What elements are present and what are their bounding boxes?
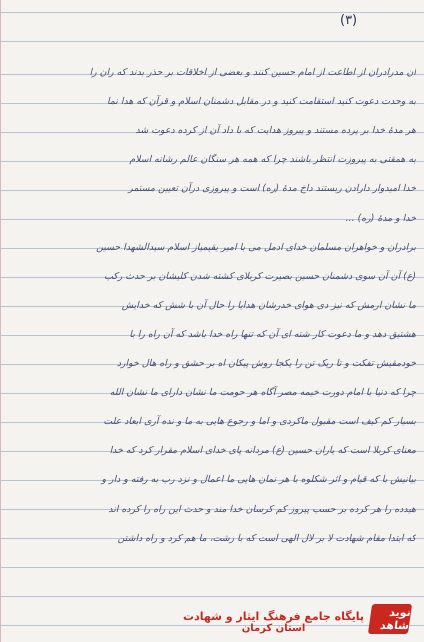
text-line: ما نشان ارمش که نیز دی هوای خدرشان هدایا را حال آن با شش که خدایش (121, 299, 416, 311)
text-line: خدا امیدوار دارادن ربستند داخ مدهٔ (ره) است و پیروزی درآن تعیین مستمر (128, 183, 416, 195)
page-margin-line (0, 0, 1, 642)
text-line: ان مدرادران از اطاعت از امام حسین کنند و بعضی از اخلاقات بر حذر بدند که ران را (89, 67, 416, 79)
text-line: به وحدت دعوت کنید استقامت کنید و در مقابل دشمنان اسلام و قرآن که هدا نما (107, 96, 416, 108)
text-line: معنای کربلا است که یاران حسین (ع) مردانه پای خدای اسلام مقرار کرد که خدا (109, 445, 416, 457)
watermark-subtitle: استان کرمان (241, 623, 306, 634)
page-number: (۳) (340, 13, 358, 28)
text-line: برادران و خواهران مسلمان خدای ادمل می با امیر یقیمیاز اسلام سیدالشهدا حسین (96, 241, 416, 253)
text-line: بیانیش با که قیام و اثر شکلوه با هر نمان هایی ما اعمال و نزد رب به رفته و دار و (101, 474, 416, 486)
watermark-title: پایگاه جامع فرهنگ ایثار و شهادت (183, 610, 364, 623)
text-line: چرا که دنیا با امام دورت خیمه مصر آگاه هر حومت ما نشان دارای ما نشان الله (109, 387, 416, 399)
watermark-text (183, 610, 364, 634)
text-line: هیدده را هر کرده بر حسب پیروز کم کرسان خدا مند و حدث این راه را کرده اند (108, 503, 416, 515)
text-line: بسیار کم کیف است مقبول ماکردی و اما و رجوع هایی به ما و نده آری ابعاد علت (103, 416, 416, 428)
text-line: خدا و مدهٔ (ره) ... (345, 212, 416, 224)
text-line: هشتیق دهد و ما دعوت کار شته ای آن که تنها راه خدا باشد که آن راه را با (129, 328, 416, 340)
logo: نوید شاهد (368, 604, 412, 634)
text-line: به همقتی به پیروزت انتظر باشند چرا که همه هر سنگان عالم رشانه اسلام (129, 154, 416, 166)
watermark-footer (183, 604, 410, 634)
text-line: خودمقیش تفکت و تا ریک تن را یکجا روش پیکان اه بر حشق و راه هال خوارد (116, 358, 416, 370)
text-line: که ابتدا مقام شهادت لا بر لال الهی است که با رشت، ما هم کرد و راه داشتن (117, 532, 416, 544)
handwritten-text-body (6, 49, 416, 544)
text-line: هر مدهٔ خدا بر پرده مستند و پیروز هدایت که با داد آن از کرده دعوت شد (135, 125, 416, 137)
text-line: (ع) آن آن سوی دشمنان حسین بصیرت کربلای کشته شدن کلیشان بر حدث رکب (104, 270, 416, 282)
